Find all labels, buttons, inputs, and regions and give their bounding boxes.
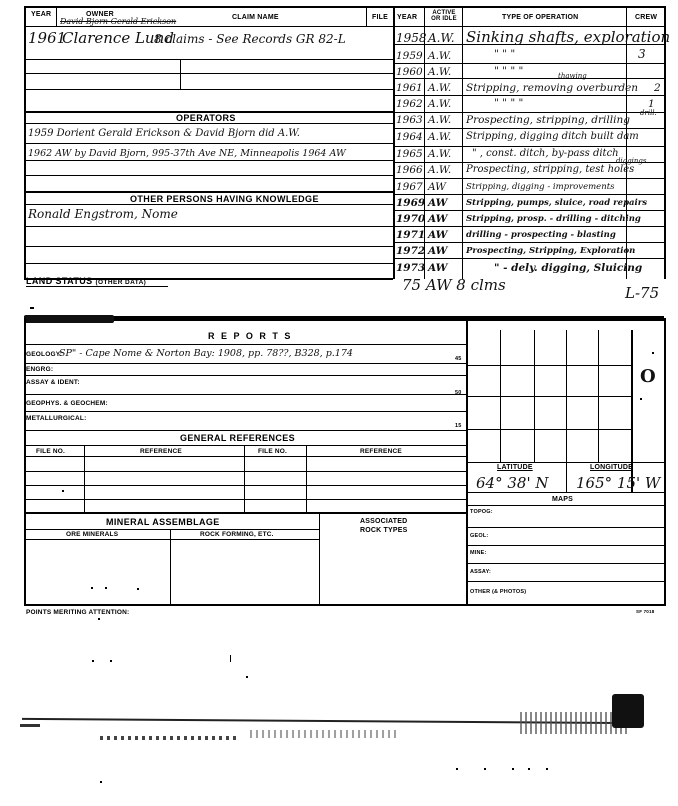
op-status: A.W. xyxy=(428,31,455,45)
operators-line-1: 1959 Dorient Gerald Erickson & David Bjorn did A.W. xyxy=(28,128,300,139)
engrg-label: ENGRG: xyxy=(26,366,54,373)
op-status: AW xyxy=(428,213,448,225)
mineral-assemblage-heading: MINERAL ASSEMBLAGE xyxy=(106,517,220,527)
op-year: 1958 xyxy=(396,31,427,45)
op-crew: 2 xyxy=(654,82,661,94)
op-type: Stripping, removing overburden xyxy=(466,82,639,94)
op-type: Stripping, digging - improvements xyxy=(466,182,615,192)
maps-geol: GEOL: xyxy=(470,533,489,539)
op-type: " " " " xyxy=(494,65,524,77)
op-status: A.W. xyxy=(428,114,452,126)
op-status: A.W. xyxy=(428,82,452,94)
op-year: 1966 xyxy=(396,164,423,176)
op-year: 1973 xyxy=(396,262,426,274)
op-note-diggings: diggings xyxy=(616,157,647,165)
op-type: " , const. ditch, by-pass ditch xyxy=(472,148,619,159)
op-type: Stripping, digging ditch built dam xyxy=(466,131,639,142)
maps-label: MAPS xyxy=(552,496,574,503)
op-type: " " " xyxy=(494,48,516,60)
op-status: A.W. xyxy=(428,98,452,110)
op-type: Prospecting, stripping, test holes xyxy=(466,164,635,175)
margin-45: 45 xyxy=(455,356,462,362)
op-crew: 1 xyxy=(648,98,655,110)
land-status-note: 75 AW 8 clms xyxy=(402,276,506,294)
margin-50: 50 xyxy=(455,390,462,396)
maps-mine: MINE: xyxy=(470,550,487,556)
op-year: 1967 xyxy=(396,181,423,193)
op-type: Sinking shafts, exploration xyxy=(466,28,671,46)
longitude-label: LONGITUDE xyxy=(590,464,634,471)
maps-topog: TOPOG: xyxy=(470,509,493,515)
op-crew: 3 xyxy=(638,47,646,61)
op-status: A.W. xyxy=(428,66,452,78)
header-file: FILE xyxy=(372,14,388,21)
op-status: AW xyxy=(428,245,448,257)
op-type: drilling - prospecting - blasting xyxy=(466,230,616,240)
metallurgical-label: METALLURGICAL: xyxy=(26,415,87,422)
op-status: A.W. xyxy=(428,164,452,176)
op-note-thawing: thawing xyxy=(558,72,587,80)
op-status: A.W. xyxy=(428,50,452,62)
op-status: AW xyxy=(428,181,446,193)
op-status: AW xyxy=(428,262,448,274)
land-status-ref: L-75 xyxy=(625,284,660,302)
header-claim-name: CLAIM NAME xyxy=(232,14,279,21)
op-type: Prospecting, Stripping, Exploration xyxy=(466,246,636,256)
ref-col-reference: REFERENCE xyxy=(140,448,182,455)
longitude-value: 165° 15' W xyxy=(576,474,661,492)
header-year-2: YEAR xyxy=(397,14,418,21)
struck-owner-names: David Bjorn Gerald Erickson xyxy=(60,17,177,26)
header-year: YEAR xyxy=(31,11,52,18)
op-year: 1970 xyxy=(396,213,426,225)
header-type-of-operation: TYPE OF OPERATION xyxy=(502,14,579,21)
ore-minerals-label: ORE MINERALS xyxy=(66,531,119,538)
claim-owner: Clarence Lund xyxy=(62,29,174,47)
op-year: 1963 xyxy=(396,114,423,126)
header-owner: OWNER xyxy=(86,11,114,18)
form-number: SF 7018 xyxy=(636,609,655,614)
reports-heading: R E P O R T S xyxy=(208,331,293,341)
claim-year: 1961 xyxy=(28,29,67,47)
op-year: 1959 xyxy=(396,50,423,62)
op-year: 1962 xyxy=(396,98,423,110)
op-status: AW xyxy=(428,197,448,209)
associated-label: ASSOCIATED xyxy=(360,518,408,525)
maps-other: OTHER (& PHOTOS) xyxy=(470,589,527,595)
op-type: Prospecting, stripping, drilling xyxy=(466,114,630,126)
ref-col-file-no: FILE NO. xyxy=(36,448,66,455)
op-year: 1972 xyxy=(396,245,426,257)
general-references-heading: GENERAL REFERENCES xyxy=(180,433,296,443)
op-year: 1965 xyxy=(396,148,423,160)
operators-heading: OPERATORS xyxy=(176,113,236,123)
op-status: A.W. xyxy=(428,131,452,143)
geophys-label: GEOPHYS. & GEOCHEM: xyxy=(26,400,108,407)
circle-mark: O xyxy=(640,366,656,387)
op-year: 1971 xyxy=(396,229,426,241)
op-year: 1960 xyxy=(396,66,423,78)
points-meriting-attention: POINTS MERITING ATTENTION: xyxy=(26,609,130,616)
claim-name: 8 claims - See Records GR 82-L xyxy=(154,32,346,46)
header-active-idle: ACTIVE OR IDLE xyxy=(431,10,457,22)
rock-forming-label: ROCK FORMING, ETC. xyxy=(200,531,274,538)
op-year: 1964 xyxy=(396,131,423,143)
header-crew: CREW xyxy=(635,14,658,21)
op-year: 1969 xyxy=(396,197,426,209)
op-type: " " " " xyxy=(494,97,524,109)
op-note-drill: drill. xyxy=(640,109,657,117)
latitude-label: LATITUDE xyxy=(497,464,533,471)
geology-value: SP" - Cape Nome & Norton Bay: 1908, pp. 78??, B328, p.174 xyxy=(59,348,353,359)
maps-assay: ASSAY: xyxy=(470,569,492,575)
ref-col-reference-2: REFERENCE xyxy=(360,448,402,455)
knowledge-heading: OTHER PERSONS HAVING KNOWLEDGE xyxy=(130,194,319,204)
assay-label: ASSAY & IDENT: xyxy=(26,379,80,386)
margin-15: 15 xyxy=(455,423,462,429)
op-year: 1961 xyxy=(396,82,423,94)
op-status: AW xyxy=(428,229,448,241)
op-type: Stripping, pumps, sluice, road repairs xyxy=(466,198,648,208)
geology-label: GEOLOGY: xyxy=(26,351,63,358)
op-type: Stripping, prosp. - drilling - ditching xyxy=(466,214,641,224)
ref-col-file-no-2: FILE NO. xyxy=(258,448,288,455)
op-status: A.W. xyxy=(428,148,452,160)
operators-line-2: 1962 AW by David Bjorn, 995-37th Ave NE, Minneapolis 1964 AW xyxy=(28,148,346,159)
op-type: " - dely. digging, Sluicing xyxy=(494,262,643,274)
knowledge-entry: Ronald Engstrom, Nome xyxy=(28,207,178,221)
rock-types-label: ROCK TYPES xyxy=(360,527,408,534)
latitude-value: 64° 38' N xyxy=(476,474,549,492)
land-status-label: LAND STATUS (OTHER DATA) xyxy=(26,276,147,286)
